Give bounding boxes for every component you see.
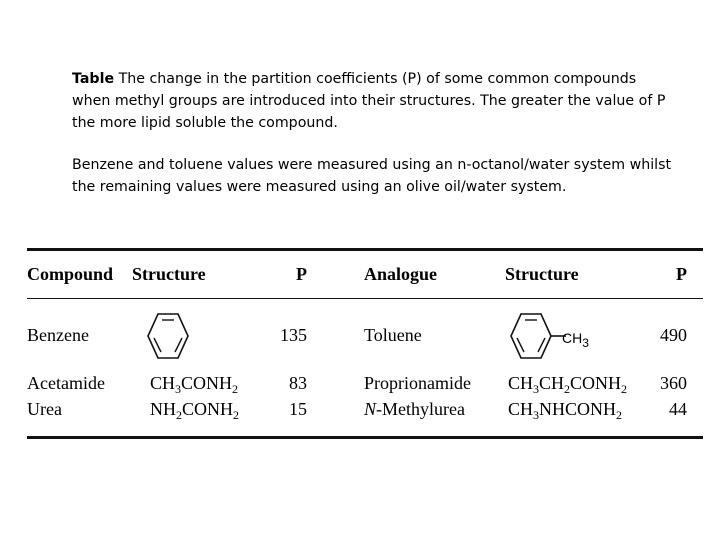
- caption-label: Table: [72, 71, 115, 87]
- row-urea-structure: $NH_2CONH_2$: [150, 399, 240, 422]
- header-analogue: Analogue: [364, 264, 438, 284]
- header-structure: Structure: [132, 264, 206, 284]
- header-analogue-structure: Structure: [505, 264, 579, 284]
- row-proprionamide-analogue: Proprionamide: [364, 373, 471, 393]
- row-acetamide-p: 83: [289, 373, 307, 393]
- row-benzene-p: 135: [280, 325, 307, 345]
- row-toluene-analogue: Toluene: [364, 325, 422, 345]
- header-p: P: [296, 264, 307, 284]
- row-urea-compound: Urea: [27, 399, 62, 419]
- header-analogue-p: P: [676, 264, 687, 284]
- caption-paragraph: [72, 68, 672, 134]
- caption-note: Benzene and toluene values were measured using an n-octanol/water system whilst the remaining values were measured using an olive oil/water system.: [72, 157, 672, 195]
- row-proprionamide-structure: $CH_3CH_2CONH_2$: [508, 373, 628, 396]
- row-methylurea-analogue: N-Methylurea: [364, 399, 465, 419]
- toluene-structure-icon: [508, 310, 568, 362]
- row-benzene-compound: Benzene: [27, 325, 89, 345]
- toluene-methyl-label: $CH_3$: [562, 330, 589, 350]
- caption-text: The change in the partition coefficients (P) of some common compounds when methyl groups are introduced into their structures. The greater the value of P the more lipid soluble the compound.: [72, 71, 666, 131]
- row-methylurea-structure: $CH_3NHCONH_2$: [508, 399, 623, 422]
- benzene-structure-icon: [145, 310, 195, 362]
- row-acetamide-compound: Acetamide: [27, 373, 105, 393]
- row-methylurea-p: 44: [669, 399, 687, 419]
- header-compound: Compound: [27, 264, 114, 284]
- row-acetamide-structure: $CH_3CONH_2$: [150, 373, 239, 396]
- table-top-rule: [27, 248, 703, 251]
- table-caption: [72, 68, 672, 198]
- table-bottom-rule: [27, 436, 703, 439]
- table-header-rule: [27, 298, 703, 299]
- row-urea-p: 15: [289, 399, 307, 419]
- row-toluene-p: 490: [660, 325, 687, 345]
- row-proprionamide-p: 360: [660, 373, 687, 393]
